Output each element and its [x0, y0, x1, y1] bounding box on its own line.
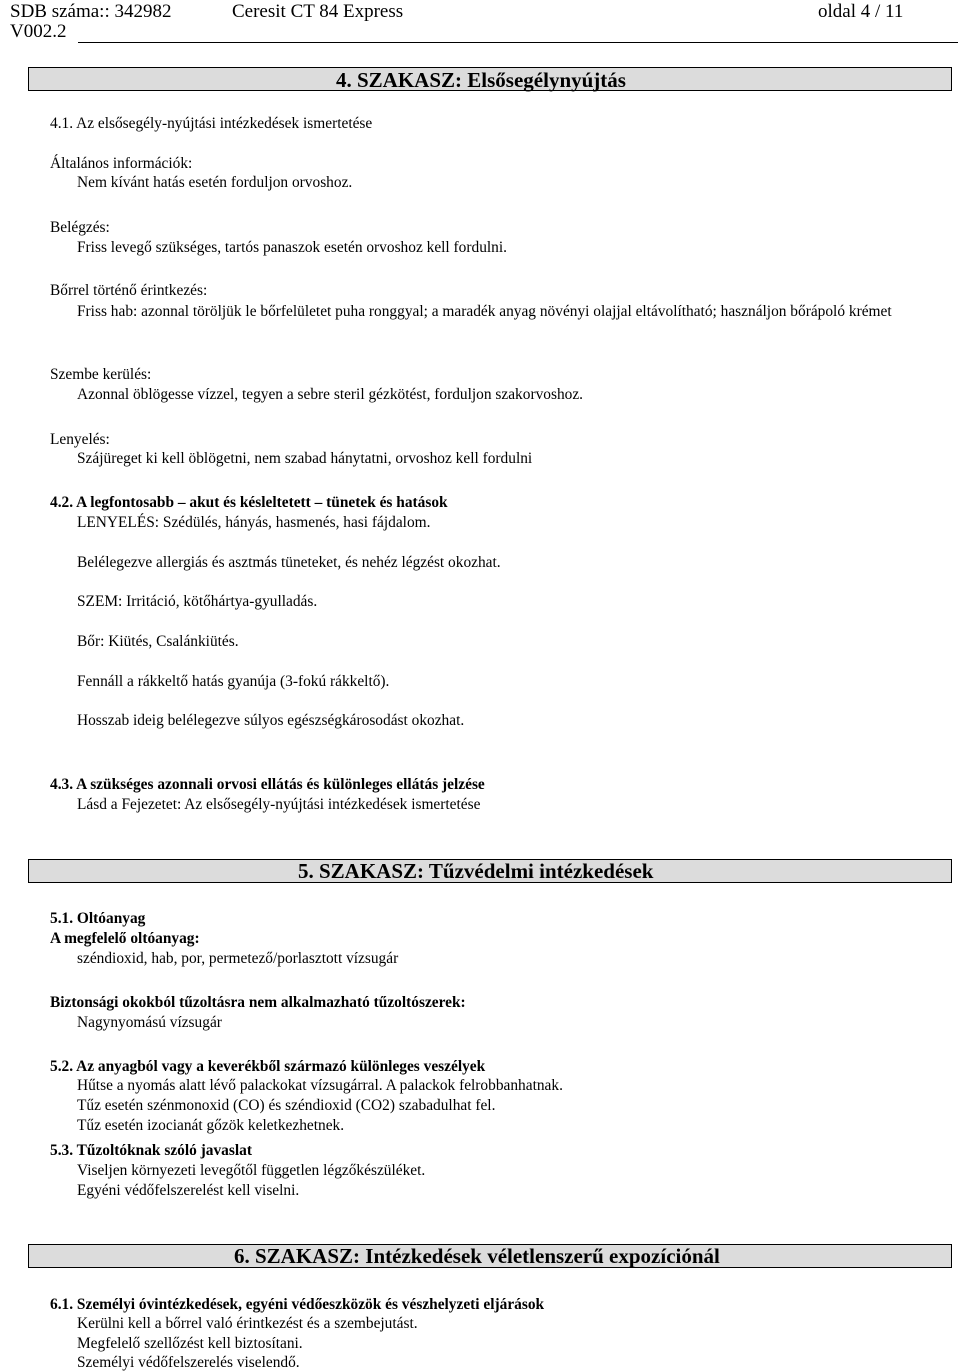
section-6-title: 6. SZAKASZ: Intézkedések véletlenszerű expozíciónál: [234, 1244, 720, 1268]
product-name: Ceresit CT 84 Express: [232, 1, 404, 22]
ingestion-text: Szájüreget ki kell öblögetni, nem szabad hánytatni, orvoshoz kell fordulni: [77, 450, 533, 467]
s42-line: Fennáll a rákkeltő hatás gyanúja (3-fokú rákkeltő).: [77, 673, 390, 690]
version: V002.2: [10, 21, 67, 42]
general-label: Általános információk:: [50, 155, 193, 172]
section-4-title: 4. SZAKASZ: Elsősegélynyújtás: [336, 68, 626, 92]
skin-text: Friss hab: azonnal töröljük le bőrfelületet puha ronggyal; a maradék anyag növényi olajjal eltávolítható; használjon bőrápoló krémet: [77, 303, 892, 320]
s43-text: Lásd a Fejezetet: Az elsősegély-nyújtási intézkedések ismertetése: [77, 796, 481, 813]
s61-line: Kerülni kell a bőrrel való érintkezést és a szembejutást.: [77, 1315, 418, 1332]
s61-line: Személyi védőfelszerelés viselendő.: [77, 1354, 300, 1371]
inhalation-label: Belégzés:: [50, 219, 110, 236]
unsuitable-label: Biztonsági okokból tűzoltásra nem alkalmazható tűzoltószerek:: [50, 994, 466, 1011]
s42-line: Bőr: Kiütés, Csalánkiütés.: [77, 633, 239, 650]
s52-heading: 5.2. Az anyagból vagy a keverékből származó különleges veszélyek: [50, 1058, 486, 1075]
s42-line: LENYELÉS: Szédülés, hányás, hasmenés, hasi fájdalom.: [77, 514, 431, 531]
s42-heading: 4.2. A legfontosabb – akut és késleltetett – tünetek és hatások: [50, 494, 448, 511]
s41-heading: 4.1. Az elsősegély-nyújtási intézkedések ismertetése: [50, 115, 373, 132]
suitable-label: A megfelelő oltóanyag:: [50, 930, 200, 947]
ingestion-label: Lenyelés:: [50, 431, 110, 448]
s53-heading: 5.3. Tűzoltóknak szóló javaslat: [50, 1142, 252, 1159]
skin-label: Bőrrel történő érintkezés:: [50, 282, 208, 299]
s53-line: Egyéni védőfelszerelést kell viselni.: [77, 1182, 300, 1199]
header-divider: [78, 42, 958, 43]
eye-label: Szembe kerülés:: [50, 366, 152, 383]
general-text: Nem kívánt hatás esetén forduljon orvoshoz.: [77, 174, 353, 191]
s42-line: Belélegezve allergiás és asztmás tüneteket, és nehéz légzést okozhat.: [77, 554, 501, 571]
suitable-text: széndioxid, hab, por, permetező/porlasztott vízsugár: [77, 950, 399, 967]
s52-line: Hűtse a nyomás alatt lévő palackokat vízsugárral. A palackok felrobbanhatnak.: [77, 1077, 563, 1094]
s51-heading: 5.1. Oltóanyag: [50, 910, 146, 927]
page-number: oldal 4 / 11: [818, 1, 904, 22]
section-5-title: 5. SZAKASZ: Tűzvédelmi intézkedések: [298, 859, 654, 883]
inhalation-text: Friss levegő szükséges, tartós panaszok esetén orvoshoz kell fordulni.: [77, 239, 507, 256]
eye-text: Azonnal öblögesse vízzel, tegyen a sebre steril gézkötést, forduljon szakorvoshoz.: [77, 386, 584, 403]
s52-line: Tűz esetén izocianát gőzök keletkezhetnek.: [77, 1117, 345, 1134]
s42-line: Hosszab ideig belélegezve súlyos egészségkárosodást okozhat.: [77, 712, 465, 729]
sdb-number: SDB száma:: 342982: [10, 1, 172, 22]
s53-line: Viseljen környezeti levegőtől független légzőkészüléket.: [77, 1162, 426, 1179]
s42-line: SZEM: Irritáció, kötőhártya-gyulladás.: [77, 593, 318, 610]
s61-line: Megfelelő szellőzést kell biztosítani.: [77, 1335, 303, 1352]
unsuitable-text: Nagynyomású vízsugár: [77, 1014, 222, 1031]
s52-line: Tűz esetén szénmonoxid (CO) és széndioxid (CO2) szabadulhat fel.: [77, 1097, 496, 1114]
s61-heading: 6.1. Személyi óvintézkedések, egyéni védőeszközök és vészhelyzeti eljárások: [50, 1296, 545, 1313]
s43-heading: 4.3. A szükséges azonnali orvosi ellátás és különleges ellátás jelzése: [50, 776, 485, 793]
